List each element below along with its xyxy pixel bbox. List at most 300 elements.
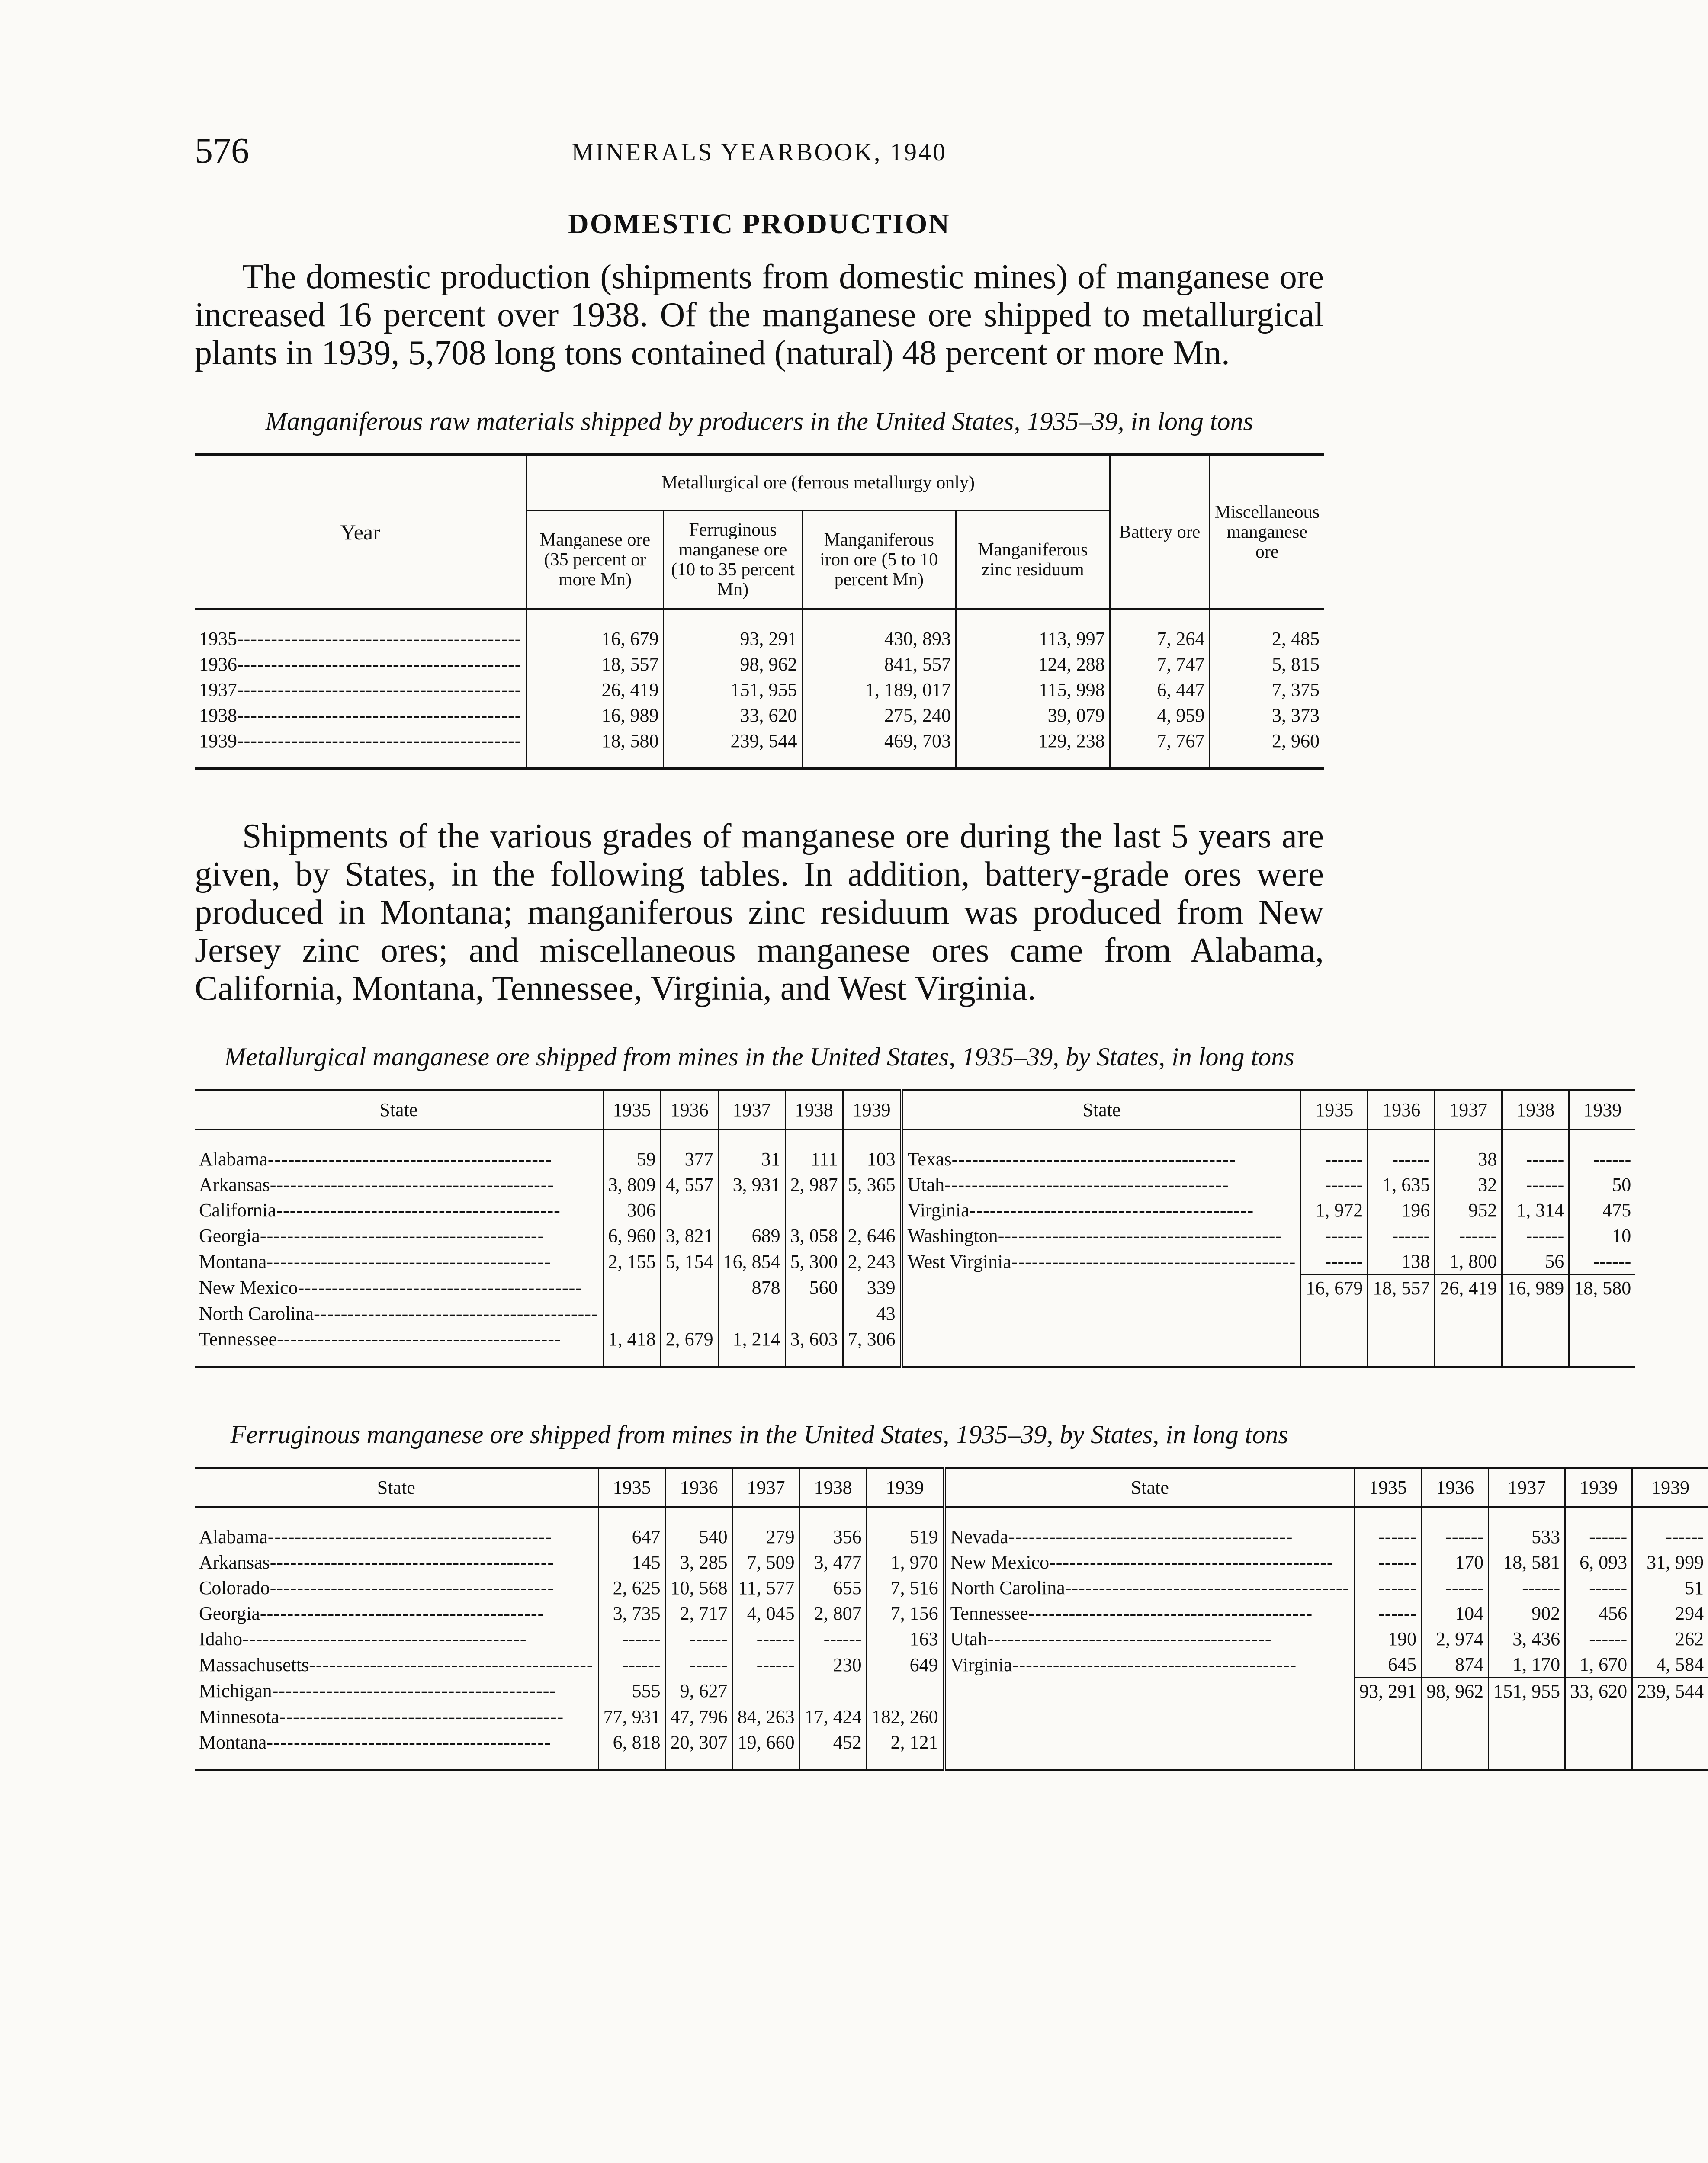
state-cell — [902, 1275, 1301, 1301]
value-cell: ------ — [1502, 1223, 1569, 1248]
value-cell: ------ — [1368, 1146, 1435, 1172]
state-name: Utah — [950, 1628, 988, 1650]
value-cell: 33, 620 — [664, 703, 802, 728]
value-cell: 279 — [732, 1524, 799, 1550]
table-row — [195, 1248, 1635, 1275]
value-cell: 124, 288 — [956, 651, 1110, 677]
state-cell — [902, 1146, 1301, 1172]
value-cell: 3, 821 — [661, 1223, 718, 1248]
table-row — [195, 728, 1324, 754]
state-cell — [195, 1223, 603, 1248]
value-cell: 16, 989 — [527, 703, 664, 728]
value-cell: 1, 972 — [1301, 1197, 1368, 1223]
year-header: 1936 — [661, 1090, 718, 1130]
value-cell: ------ — [1301, 1172, 1368, 1197]
year-header: 1937 — [1489, 1468, 1565, 1507]
table-row — [195, 1601, 1708, 1626]
state-header: State — [944, 1468, 1355, 1507]
page — [195, 130, 1704, 1771]
year-header: Year — [195, 455, 527, 609]
total-cell: 26, 419 — [1435, 1275, 1502, 1301]
year-header: 1936 — [1422, 1468, 1489, 1507]
state-cell — [195, 1146, 603, 1172]
value-cell: 339 — [843, 1275, 902, 1301]
table-row — [195, 1223, 1635, 1248]
state-name: Michigan — [199, 1680, 272, 1702]
value-cell: 1, 635 — [1368, 1172, 1435, 1197]
value-cell: 239, 544 — [664, 728, 802, 754]
manganiferous-iron-header: Manganiferous iron ore (5 to 10 percent Mn) — [802, 511, 956, 609]
state-cell — [944, 1601, 1355, 1626]
state-name: Arkansas — [199, 1174, 270, 1195]
value-cell: 17, 424 — [799, 1704, 867, 1730]
state-cell — [195, 1301, 603, 1326]
value-cell — [1368, 1301, 1435, 1326]
state-cell — [195, 1601, 598, 1626]
year-header: 1937 — [1435, 1090, 1502, 1130]
value-cell: 456 — [1565, 1601, 1632, 1626]
value-cell — [718, 1301, 785, 1326]
value-cell: ------ — [1632, 1524, 1708, 1550]
state-name: Utah — [907, 1174, 945, 1195]
value-cell: 1, 189, 017 — [802, 677, 956, 703]
state-cell — [944, 1575, 1355, 1601]
value-cell: ------ — [1422, 1575, 1489, 1601]
total-cell: 18, 580 — [1569, 1275, 1636, 1301]
zinc-residuum-header: Manganiferous zinc residuum — [956, 511, 1110, 609]
state-cell — [195, 1652, 598, 1678]
value-cell: 77, 931 — [598, 1704, 665, 1730]
state-cell — [902, 1326, 1301, 1352]
value-cell — [1489, 1730, 1565, 1755]
value-cell — [799, 1678, 867, 1704]
state-cell — [195, 1678, 598, 1704]
state-cell — [195, 1704, 598, 1730]
value-cell — [1489, 1704, 1565, 1730]
metallurgical-ore-table — [195, 1089, 1635, 1368]
value-cell: 7, 375 — [1210, 677, 1324, 703]
misc-ore-header: Miscellaneous manganese ore — [1210, 455, 1324, 609]
value-cell: 104 — [1422, 1601, 1489, 1626]
value-cell: 645 — [1355, 1652, 1422, 1678]
value-cell: ------ — [1502, 1146, 1569, 1172]
value-cell: 874 — [1422, 1652, 1489, 1678]
value-cell: 16, 854 — [718, 1248, 785, 1275]
state-name: Alabama — [199, 1149, 268, 1170]
year-header: 1939 — [843, 1090, 902, 1130]
value-cell: 5, 154 — [661, 1248, 718, 1275]
year-header: 1935 — [1301, 1090, 1368, 1130]
year-header: 1937 — [732, 1468, 799, 1507]
value-cell: 3, 373 — [1210, 703, 1324, 728]
value-cell: 7, 509 — [732, 1550, 799, 1575]
state-cell — [944, 1550, 1355, 1575]
value-cell — [785, 1197, 843, 1223]
value-cell — [1502, 1326, 1569, 1352]
state-cell — [902, 1223, 1301, 1248]
battery-ore-header: Battery ore — [1110, 455, 1210, 609]
value-cell — [661, 1275, 718, 1301]
value-cell: 5, 300 — [785, 1248, 843, 1275]
table-row — [195, 651, 1324, 677]
value-cell: 3, 735 — [598, 1601, 665, 1626]
state-name: New Mexico — [950, 1552, 1050, 1573]
table-row — [195, 1524, 1708, 1550]
value-cell: 2, 987 — [785, 1172, 843, 1197]
value-cell: 16, 679 — [527, 626, 664, 651]
table2-caption: Metallurgical manganese ore shipped from mines in the United States, 1935–39, by States, in long tons — [224, 1043, 1294, 1071]
value-cell: 655 — [799, 1575, 867, 1601]
state-cell — [195, 1575, 598, 1601]
value-cell — [1301, 1326, 1368, 1352]
value-cell: 56 — [1502, 1248, 1569, 1275]
ferruginous-ore-table — [195, 1467, 1708, 1771]
value-cell: 689 — [718, 1223, 785, 1248]
running-title: MINERALS YEARBOOK, 1940 — [571, 138, 947, 166]
table-row — [195, 1172, 1635, 1197]
value-cell: 4, 557 — [661, 1172, 718, 1197]
state-cell — [195, 1626, 598, 1652]
table-row — [195, 1730, 1708, 1755]
value-cell — [1502, 1301, 1569, 1326]
value-cell: 1, 418 — [603, 1326, 661, 1352]
value-cell: 560 — [785, 1275, 843, 1301]
value-cell: 2, 243 — [843, 1248, 902, 1275]
value-cell: 84, 263 — [732, 1704, 799, 1730]
value-cell: 2, 485 — [1210, 626, 1324, 651]
value-cell: 356 — [799, 1524, 867, 1550]
value-cell: 2, 155 — [603, 1248, 661, 1275]
value-cell — [661, 1197, 718, 1223]
state-name: Tennessee — [950, 1603, 1028, 1624]
value-cell: 275, 240 — [802, 703, 956, 728]
value-cell: 5, 815 — [1210, 651, 1324, 677]
value-cell — [1565, 1730, 1632, 1755]
state-name: Montana — [199, 1251, 267, 1272]
state-name: California — [199, 1200, 276, 1221]
state-name: Arkansas — [199, 1552, 270, 1573]
value-cell — [1368, 1326, 1435, 1352]
state-name: West Virginia — [907, 1251, 1011, 1272]
total-cell: 16, 989 — [1502, 1275, 1569, 1301]
value-cell: 2, 625 — [598, 1575, 665, 1601]
state-header: State — [902, 1090, 1301, 1130]
value-cell: 4, 959 — [1110, 703, 1210, 728]
state-cell — [902, 1197, 1301, 1223]
year-header: 1936 — [665, 1468, 732, 1507]
value-cell — [1422, 1704, 1489, 1730]
year-cell: 1938 — [199, 705, 237, 726]
value-cell: 1, 314 — [1502, 1197, 1569, 1223]
table-row — [195, 677, 1324, 703]
page-header — [195, 130, 1324, 182]
state-name: New Mexico — [199, 1277, 298, 1299]
state-cell — [944, 1730, 1355, 1755]
value-cell: ------ — [598, 1652, 665, 1678]
value-cell: ------ — [1435, 1223, 1502, 1248]
value-cell: 469, 703 — [802, 728, 956, 754]
value-cell: ------ — [1301, 1248, 1368, 1275]
state-name: Montana — [199, 1732, 267, 1753]
state-cell — [902, 1248, 1301, 1275]
value-cell: 649 — [867, 1652, 944, 1678]
table1-caption: Manganiferous raw materials shipped by producers in the United States, 1935–39, in long tons — [265, 407, 1253, 436]
value-cell: 1, 214 — [718, 1326, 785, 1352]
page-number: 576 — [195, 131, 249, 171]
value-cell: 7, 516 — [867, 1575, 944, 1601]
value-cell: 3, 436 — [1489, 1626, 1565, 1652]
value-cell: 18, 557 — [527, 651, 664, 677]
value-cell: ------ — [1301, 1146, 1368, 1172]
value-cell — [1632, 1730, 1708, 1755]
total-cell: 151, 955 — [1489, 1678, 1565, 1704]
value-cell: 10, 568 — [665, 1575, 732, 1601]
value-cell: ------ — [1422, 1524, 1489, 1550]
value-cell: 7, 306 — [843, 1326, 902, 1352]
totals-row — [195, 1275, 1635, 1301]
table-row — [195, 1550, 1708, 1575]
value-cell: 113, 997 — [956, 626, 1110, 651]
value-cell — [1435, 1326, 1502, 1352]
value-cell: 7, 767 — [1110, 728, 1210, 754]
value-cell — [1565, 1704, 1632, 1730]
value-cell: 294 — [1632, 1601, 1708, 1626]
value-cell: 3, 809 — [603, 1172, 661, 1197]
value-cell: ------ — [1489, 1575, 1565, 1601]
value-cell: 841, 557 — [802, 651, 956, 677]
value-cell: 7, 156 — [867, 1601, 944, 1626]
value-cell — [785, 1301, 843, 1326]
manganese-ore-header: Manganese ore (35 percent or more Mn) — [527, 511, 664, 609]
value-cell: 3, 285 — [665, 1550, 732, 1575]
intro-paragraph: The domestic production (shipments from domestic mines) of manganese ore increased 16 percent over 1938. Of the manganese ore shipped to metallurgical plants in 1939, 5,708 long tons contained (natural) 48 percent or more Mn. — [195, 258, 1324, 372]
total-cell: 98, 962 — [1422, 1678, 1489, 1704]
manganiferous-table — [195, 453, 1324, 770]
value-cell: ------ — [598, 1626, 665, 1652]
value-cell: 1, 800 — [1435, 1248, 1502, 1275]
section-title: DOMESTIC PRODUCTION — [568, 208, 950, 240]
value-cell: 19, 660 — [732, 1730, 799, 1755]
year-header: 1939 — [1569, 1090, 1636, 1130]
value-cell: ------ — [1355, 1601, 1422, 1626]
state-cell — [902, 1172, 1301, 1197]
value-cell: 4, 584 — [1632, 1652, 1708, 1678]
value-cell: ------ — [799, 1626, 867, 1652]
value-cell: 878 — [718, 1275, 785, 1301]
value-cell: 138 — [1368, 1248, 1435, 1275]
value-cell: 93, 291 — [664, 626, 802, 651]
value-cell: 3, 603 — [785, 1326, 843, 1352]
value-cell: 7, 264 — [1110, 626, 1210, 651]
state-name: Colorado — [199, 1577, 270, 1598]
value-cell — [718, 1197, 785, 1223]
state-cell — [944, 1524, 1355, 1550]
value-cell: 59 — [603, 1146, 661, 1172]
value-cell: 18, 580 — [527, 728, 664, 754]
value-cell — [1355, 1730, 1422, 1755]
value-cell: 115, 998 — [956, 677, 1110, 703]
table-row — [195, 1575, 1708, 1601]
value-cell: 262 — [1632, 1626, 1708, 1652]
table-row — [195, 1626, 1708, 1652]
value-cell: ------ — [1355, 1575, 1422, 1601]
state-name: North Carolina — [199, 1303, 314, 1324]
state-header: State — [195, 1468, 598, 1507]
value-cell: ------ — [1565, 1626, 1632, 1652]
value-cell: ------ — [1355, 1550, 1422, 1575]
state-name: Washington — [907, 1225, 998, 1246]
value-cell: 32 — [1435, 1172, 1502, 1197]
value-cell: ------ — [1565, 1575, 1632, 1601]
value-cell: 38 — [1435, 1146, 1502, 1172]
value-cell — [1422, 1730, 1489, 1755]
total-cell: 18, 557 — [1368, 1275, 1435, 1301]
value-cell — [1632, 1704, 1708, 1730]
value-cell: 10 — [1569, 1223, 1636, 1248]
value-cell: 11, 577 — [732, 1575, 799, 1601]
value-cell: 3, 477 — [799, 1550, 867, 1575]
value-cell: 3, 931 — [718, 1172, 785, 1197]
value-cell: 452 — [799, 1730, 867, 1755]
total-cell: 239, 544 — [1632, 1678, 1708, 1704]
value-cell — [1569, 1326, 1636, 1352]
year-header: 1939 — [1565, 1468, 1632, 1507]
value-cell: 170 — [1422, 1550, 1489, 1575]
year-header: 1938 — [785, 1090, 843, 1130]
state-name: Alabama — [199, 1526, 268, 1547]
table-row — [195, 1704, 1708, 1730]
value-cell — [1435, 1301, 1502, 1326]
value-cell: 6, 960 — [603, 1223, 661, 1248]
value-cell: 190 — [1355, 1626, 1422, 1652]
value-cell: 902 — [1489, 1601, 1565, 1626]
year-cell: 1935 — [199, 628, 237, 649]
state-name: Tennessee — [199, 1329, 277, 1350]
totals-row — [195, 1678, 1708, 1704]
year-cell: 1939 — [199, 730, 237, 751]
state-cell — [944, 1626, 1355, 1652]
value-cell: ------ — [732, 1652, 799, 1678]
value-cell: 475 — [1569, 1197, 1636, 1223]
table-row — [195, 626, 1324, 651]
state-name: North Carolina — [950, 1577, 1065, 1598]
value-cell — [603, 1301, 661, 1326]
value-cell: ------ — [1565, 1524, 1632, 1550]
state-cell — [944, 1652, 1355, 1678]
table-row — [195, 1326, 1635, 1352]
shipments-paragraph: Shipments of the various grades of manganese ore during the last 5 years are given, by States, in the following tables. In addition, battery-grade ores were produced in Montana; manganiferous zinc residuum was produced from New Jersey zinc ores; and miscellaneous manganese ores came from Alabama, California, Montana, Tennessee, Virginia, and West Virginia. — [195, 817, 1324, 1008]
state-cell — [195, 1172, 603, 1197]
value-cell: 31, 999 — [1632, 1550, 1708, 1575]
value-cell: 2, 960 — [1210, 728, 1324, 754]
value-cell: 145 — [598, 1550, 665, 1575]
state-cell — [944, 1704, 1355, 1730]
value-cell: 47, 796 — [665, 1704, 732, 1730]
state-name: Georgia — [199, 1603, 260, 1624]
state-cell — [195, 1248, 603, 1275]
state-name: Nevada — [950, 1526, 1008, 1547]
table-row — [195, 1146, 1635, 1172]
value-cell: ------ — [732, 1626, 799, 1652]
value-cell: 39, 079 — [956, 703, 1110, 728]
value-cell: 1, 670 — [1565, 1652, 1632, 1678]
table-row — [195, 1652, 1708, 1678]
value-cell: 20, 307 — [665, 1730, 732, 1755]
value-cell: 533 — [1489, 1524, 1565, 1550]
year-cell: 1936 — [199, 654, 237, 675]
value-cell: 1, 970 — [867, 1550, 944, 1575]
value-cell: 555 — [598, 1678, 665, 1704]
value-cell: 43 — [843, 1301, 902, 1326]
table3-caption: Ferruginous manganese ore shipped from mines in the United States, 1935–39, by States, in long tons — [230, 1420, 1288, 1449]
value-cell — [867, 1678, 944, 1704]
value-cell: 26, 419 — [527, 677, 664, 703]
value-cell: 6, 818 — [598, 1730, 665, 1755]
value-cell: 111 — [785, 1146, 843, 1172]
value-cell: 2, 974 — [1422, 1626, 1489, 1652]
value-cell: 9, 627 — [665, 1678, 732, 1704]
value-cell: 2, 679 — [661, 1326, 718, 1352]
value-cell: ------ — [1355, 1524, 1422, 1550]
value-cell: ------ — [665, 1626, 732, 1652]
ferruginous-header: Ferruginous manganese ore (10 to 35 percent Mn) — [664, 511, 802, 609]
state-name: Virginia — [907, 1200, 970, 1221]
value-cell: 50 — [1569, 1172, 1636, 1197]
total-cell: 16, 679 — [1301, 1275, 1368, 1301]
value-cell: 3, 058 — [785, 1223, 843, 1248]
value-cell: 51 — [1632, 1575, 1708, 1601]
state-cell — [195, 1524, 598, 1550]
value-cell: 2, 121 — [867, 1730, 944, 1755]
value-cell: ------ — [1368, 1223, 1435, 1248]
year-header: 1936 — [1368, 1090, 1435, 1130]
value-cell: 151, 955 — [664, 677, 802, 703]
value-cell: 2, 717 — [665, 1601, 732, 1626]
state-cell — [195, 1730, 598, 1755]
year-header: 1935 — [598, 1468, 665, 1507]
value-cell: 18, 581 — [1489, 1550, 1565, 1575]
state-cell — [195, 1197, 603, 1223]
state-name: Texas — [907, 1149, 952, 1170]
value-cell: ------ — [1569, 1146, 1636, 1172]
value-cell: 7, 747 — [1110, 651, 1210, 677]
state-name: Massachusetts — [199, 1654, 309, 1675]
year-header: 1935 — [1355, 1468, 1422, 1507]
value-cell — [1355, 1704, 1422, 1730]
value-cell: ------ — [1569, 1248, 1636, 1275]
table-row — [195, 703, 1324, 728]
value-cell: 4, 045 — [732, 1601, 799, 1626]
total-cell: 33, 620 — [1565, 1678, 1632, 1704]
value-cell: 306 — [603, 1197, 661, 1223]
year-header: 1937 — [718, 1090, 785, 1130]
value-cell: 129, 238 — [956, 728, 1110, 754]
value-cell — [843, 1197, 902, 1223]
state-cell — [944, 1678, 1355, 1704]
value-cell: 103 — [843, 1146, 902, 1172]
value-cell: 519 — [867, 1524, 944, 1550]
value-cell: 182, 260 — [867, 1704, 944, 1730]
value-cell: 1, 170 — [1489, 1652, 1565, 1678]
value-cell: 163 — [867, 1626, 944, 1652]
value-cell — [1569, 1301, 1636, 1326]
table-row — [195, 1301, 1635, 1326]
value-cell: 377 — [661, 1146, 718, 1172]
value-cell: 540 — [665, 1524, 732, 1550]
state-cell — [195, 1326, 603, 1352]
value-cell: 98, 962 — [664, 651, 802, 677]
state-name: Georgia — [199, 1225, 260, 1246]
